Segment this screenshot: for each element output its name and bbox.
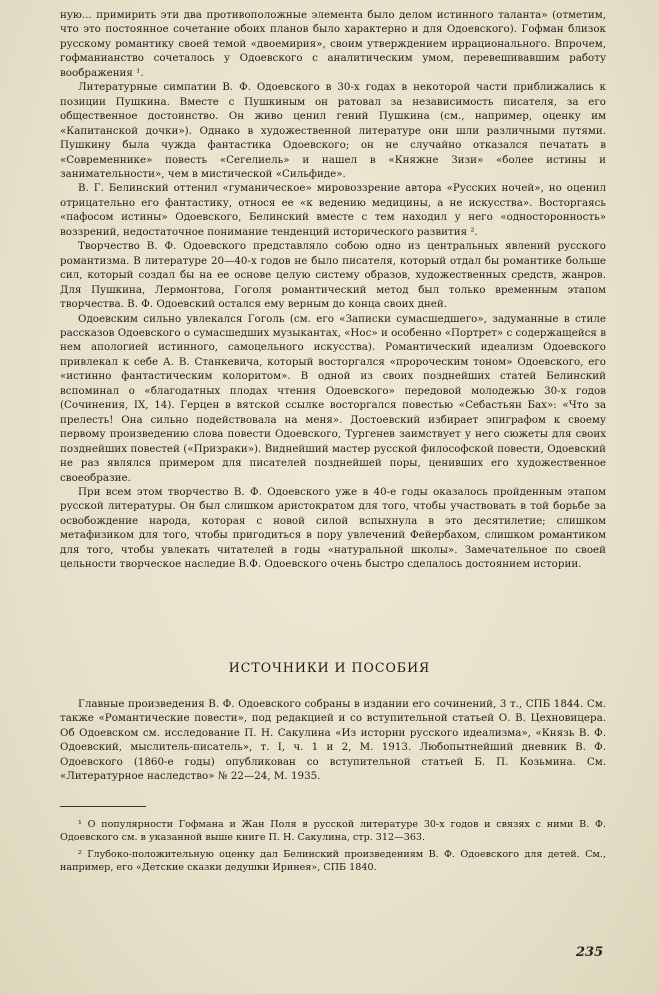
footnotes (60, 818, 606, 878)
footnote-divider (60, 806, 146, 807)
footnote-1: ¹ О популярности Гофмана и Жан Поля в русской литературе 30-х годов и связях с ними В. Ф. Одоевского см. в указанной выше книге П. Н. Сакулина, стр. 312—363. (60, 819, 606, 844)
section-heading: ИСТОЧНИКИ И ПОСОБИЯ (228, 660, 431, 675)
paragraph-1: ную... примирить эти два противоположные элемента было делом истинного таланта» (отметим, что это постоянное сочетание обоих планов было характерно и для Одоевского). Гофман близок русскому романтику своей темой «двоемирия», своим утверждением иррационального. Впрочем, гофманианство сочеталось у Одоевского с аналитическим умом, перевешивавшим работу воображения ¹. (60, 9, 606, 79)
footnote-2: ² Глубоко-положительную оценку дал Белинский произведениям В. Ф. Одоевского для детей. См., например, его «Детские сказки дедушки Иринея», СПБ 1840. (60, 848, 606, 874)
paragraph-3: В. Г. Белинский оттенил «гуманическое» мировоззрение автора «Русских ночей», но оценил отрицательно его фантастику, относя ее «к ведению медицины, а не искусства». Восторгаясь «пафосом истины» Одоевского, Белинский вместе с тем находил у него «односторонность» воззрений, недостаточное понимание тенденций исторического развития ². (60, 182, 606, 238)
sources-paragraph: Главные произведения В. Ф. Одоевского собраны в издании его сочинений, 3 т., СПБ 1844. См. также «Романтические повести», под редакцией и со вступительной статьей О. В. Цехновицера. Об Одоевском см. исследование П. Н. Сакулина «Из истории русского идеализма», «Князь В. Ф. Одоевский, мыслитель-писатель», т. I, ч. 1 и 2, М. 1913. Любопытнейший дневник В. Ф. Одоевского (1860-е годы) опубликован со вступительной статьей Б. П. Козьмина. См. «Литературное наследство» № 22—24, М. 1935. (60, 698, 606, 783)
paragraph-5: Одоевским сильно увлекался Гоголь (см. его «Записки сумасшедшего», задуманные в стиле рассказов Одоевского о сумасшедших музыкантах, «Нос» и особенно «Портрет» с содержащейся в нем апологией истинного, самоцельного искусства). Романтический идеализм Одоевского привлекал к себе А. В. Станкевича, который восторгался «пророческим тоном» Одоевского, его «истинно фантастическим колоритом». В одной из своих позднейших статей Белинский вспоминал о «благодатных плодах чтения Одоевского» передовой молодежью 30-х годов (Сочинения, IX, 14). Герцен в вятской ссылке восторгался повестью «Себастьян Бах»: «Что за прелесть! Она сильно подействовала на меня». Достоевский избирает эпиграфом к своему первому произведению слова повести Одоевского, Тургенев заимствует у него сюжеты для своих позднейших повестей («Призраки»). Виднейший мастер русской философской повести, Одоевский не раз являлся примером для писателей позднейшей поры, ценивших его художественное своеобразие. (60, 312, 606, 484)
paragraph-4: Творчество В. Ф. Одоевского представляло собою одно из центральных явлений русского романтизма. В литературе 20—40-х годов не было писателя, который отдал бы романтике больше сил, который создал бы на ее основе целую систему образов, художественных средств, жанров. Для Пушкина, Лермонтова, Гоголя романтический метод был только временным этапом творчества. В. Ф. Одоевский остался ему верным до конца своих дней. (60, 240, 606, 311)
main-text (60, 8, 606, 572)
paragraph-2: Литературные симпатии В. Ф. Одоевского в 30-х годах в некоторой части приближались к позиции Пушкина. Вместе с Пушкиным он ратовал за независимость писателя, за его общественное достоинство. Он живо ценил гений Пушкина (см., например, оценку им «Капитанской дочки»). Однако в художественной литературе они шли различными путями. Пушкину была чужда фантастика Одоевского; он не случайно отказался печатать в «Современнике» повесть «Сегелиель» и нашел в «Княжне Зизи» «более истины и занимательности», чем в мистической «Сильфиде». (60, 81, 606, 180)
paragraph-6: При всем этом творчество В. Ф. Одоевского уже в 40-е годы оказалось пройденным этапом русской литературы. Он был слишком аристократом для того, чтобы участвовать в той борьбе за освобождение народа, которая с новой силой вспыхнула в это десятилетие; слишком метафизиком для того, чтобы пригодиться в пору увлечений Фейербахом, слишком романтиком для того, чтобы увлекать читателей в годы «натуральной школы». Замечательное по своей цельности творческое наследие В.Ф. Одоевского очень быстро сделалось достоянием истории. (60, 485, 606, 571)
page-number: 235 (576, 945, 604, 960)
